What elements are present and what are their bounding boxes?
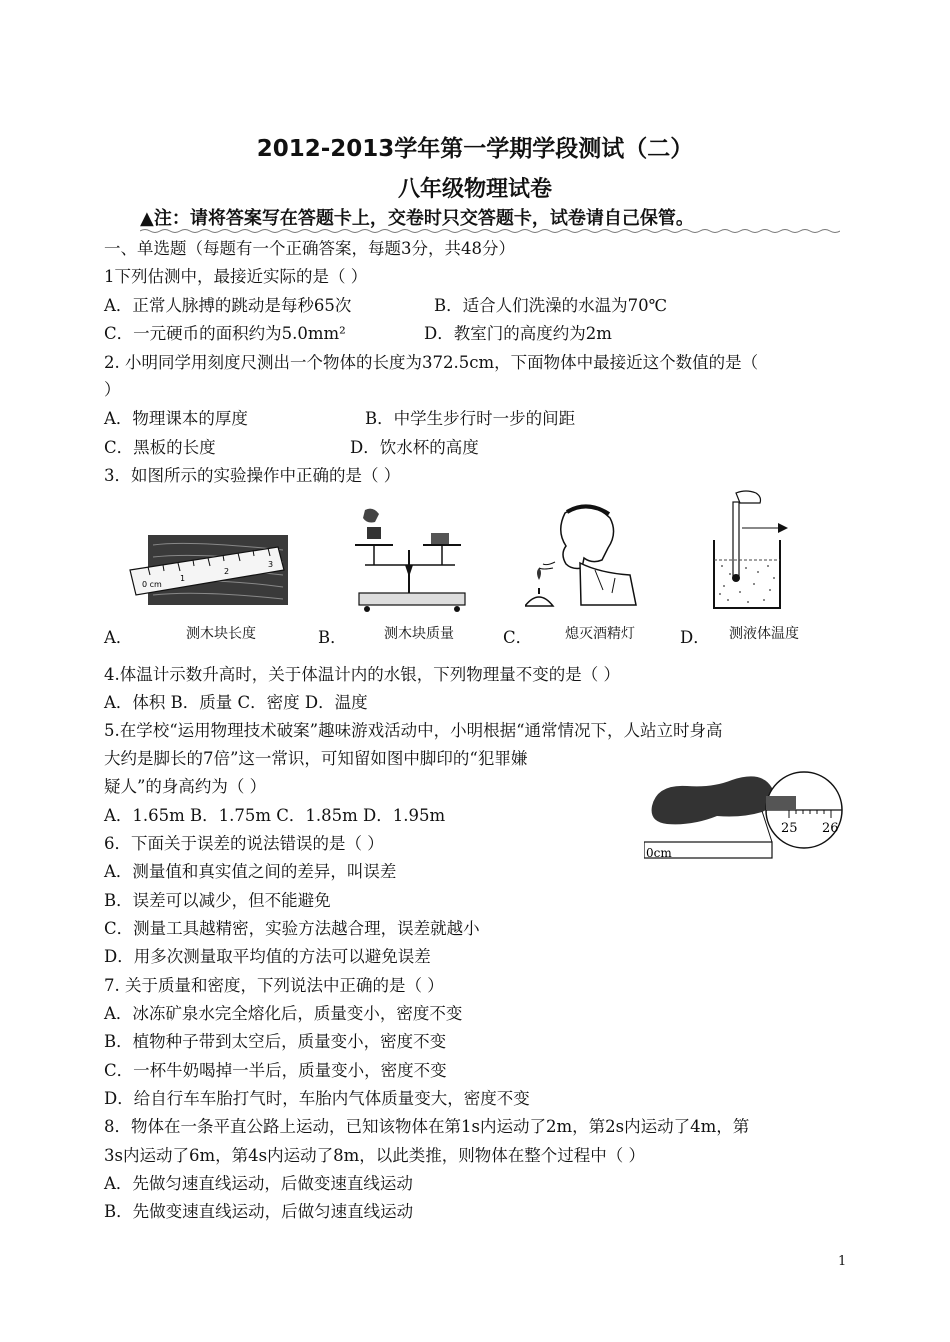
q4-stem: 4.体温计示数升高时，关于体温计内的水银，下列物理量不变的是（ ） [104, 665, 620, 684]
q6-option-b: B．误差可以减少，但不能避免 [104, 891, 331, 910]
ruler-label-3: 3 [268, 560, 274, 569]
ruler-wood-figure [128, 515, 298, 610]
q6-stem: 6．下面关于误差的说法错误的是（ ） [104, 834, 384, 853]
q3-option-d-letter: D． [680, 628, 710, 647]
q1-option-b: B．适合人们洗澡的水温为70℃ [434, 296, 668, 315]
q2-option-a: A．物理课本的厚度 [104, 409, 248, 428]
q3-caption-a: 测木块长度 [186, 626, 256, 642]
q1-option-d: D．教室门的高度约为2m [424, 324, 612, 343]
q5-options: A．1.65m B．1.75m C．1.85m D．1.95m [104, 806, 446, 825]
exam-title: 2012-2013学年第一学期学段测试（二） [256, 136, 694, 162]
footprint-label-25: 25 [781, 821, 798, 836]
q3-caption-c: 熄灭酒精灯 [565, 626, 635, 642]
q7-stem: 7. 关于质量和密度，下列说法中正确的是（ ） [104, 976, 444, 995]
q3-option-b-letter: B． [318, 628, 347, 647]
ruler-label-2: 2 [224, 567, 230, 576]
ruler-label-1: 1 [180, 574, 186, 583]
q3-option-a-letter: A． [104, 628, 133, 647]
q2-option-d: D．饮水杯的高度 [350, 438, 479, 457]
q8-option-a: A．先做匀速直线运动，后做变速直线运动 [104, 1174, 413, 1193]
exam-note: ▲注：请将答案写在答题卡上，交卷时只交答题卡，试卷请自己保管。 [140, 208, 694, 229]
footprint-label-26: 26 [822, 821, 839, 836]
q6-option-c: C．测量工具越精密，实验方法越合理，误差就越小 [104, 919, 480, 938]
q2-option-b: B．中学生步行时一步的间距 [365, 409, 576, 428]
q3-caption-d: 测液体温度 [729, 626, 799, 642]
footprint-figure [644, 766, 849, 866]
q3-option-c-letter: C． [503, 628, 533, 647]
q5-stem-line1: 5.在学校“运用物理技术破案”趣味游戏活动中，小明根据“通常情况下，人站立时身高 [104, 721, 723, 740]
thermometer-beaker-figure [706, 488, 801, 613]
q8-stem-line1: 8．物体在一条平直公路上运动，已知该物体在第1s内运动了2m，第2s内运动了4m，第 [104, 1117, 750, 1136]
q1-option-a: A．正常人脉搏的跳动是每秒65次 [104, 296, 352, 315]
q3-stem: 3．如图所示的实验操作中正确的是（ ） [104, 466, 401, 485]
q3-caption-b: 测木块质量 [384, 626, 454, 642]
section-heading: 一、单选题（每题有一个正确答案，每题3分，共48分） [104, 239, 515, 258]
q7-option-c: C．一杯牛奶喝掉一半后，质量变小，密度不变 [104, 1061, 447, 1080]
q4-options: A．体积 B．质量 C．密度 D．温度 [104, 693, 368, 712]
q8-stem-line2: 3s内运动了6m，第4s内运动了8m，以此类推，则物体在整个过程中（ ） [104, 1146, 645, 1165]
q7-option-d: D．给自行车车胎打气时，车胎内气体质量变大，密度不变 [104, 1089, 530, 1108]
q5-stem-line2: 大约是脚长的7倍”这一常识，可知留如图中脚印的“犯罪嫌 [104, 749, 528, 768]
q7-option-a: A．冰冻矿泉水完全熔化后，质量变小，密度不变 [104, 1004, 463, 1023]
alcohol-lamp-figure [525, 498, 640, 613]
footprint-ruler-zero: 0cm [646, 846, 672, 860]
q8-option-b: B．先做变速直线运动，后做匀速直线运动 [104, 1202, 414, 1221]
q6-option-d: D．用多次测量取平均值的方法可以避免误差 [104, 947, 431, 966]
q2-option-c: C．黑板的长度 [104, 438, 216, 457]
q7-option-b: B．植物种子带到太空后，质量变小，密度不变 [104, 1032, 447, 1051]
q5-stem-line3: 疑人”的身高约为（ ） [104, 777, 267, 796]
q2-stem-line2: ） [104, 380, 121, 399]
q6-option-a: A．测量值和真实值之间的差异，叫误差 [104, 862, 397, 881]
q2-stem-line1: 2. 小明同学用刻度尺测出一个物体的长度为372.5cm，下面物体中最接近这个数值的是（ [104, 353, 759, 372]
ruler-label-0: 0 cm [142, 580, 162, 589]
exam-subtitle: 八年级物理试卷 [397, 177, 552, 202]
page-number: 1 [838, 1254, 847, 1269]
balance-figure [345, 505, 480, 615]
q1-stem: 1下列估测中，最接近实际的是（ ） [104, 267, 368, 286]
q1-option-c: C．一元硬币的面积约为5.0mm² [104, 324, 346, 343]
note-wavy-underline [140, 228, 840, 234]
